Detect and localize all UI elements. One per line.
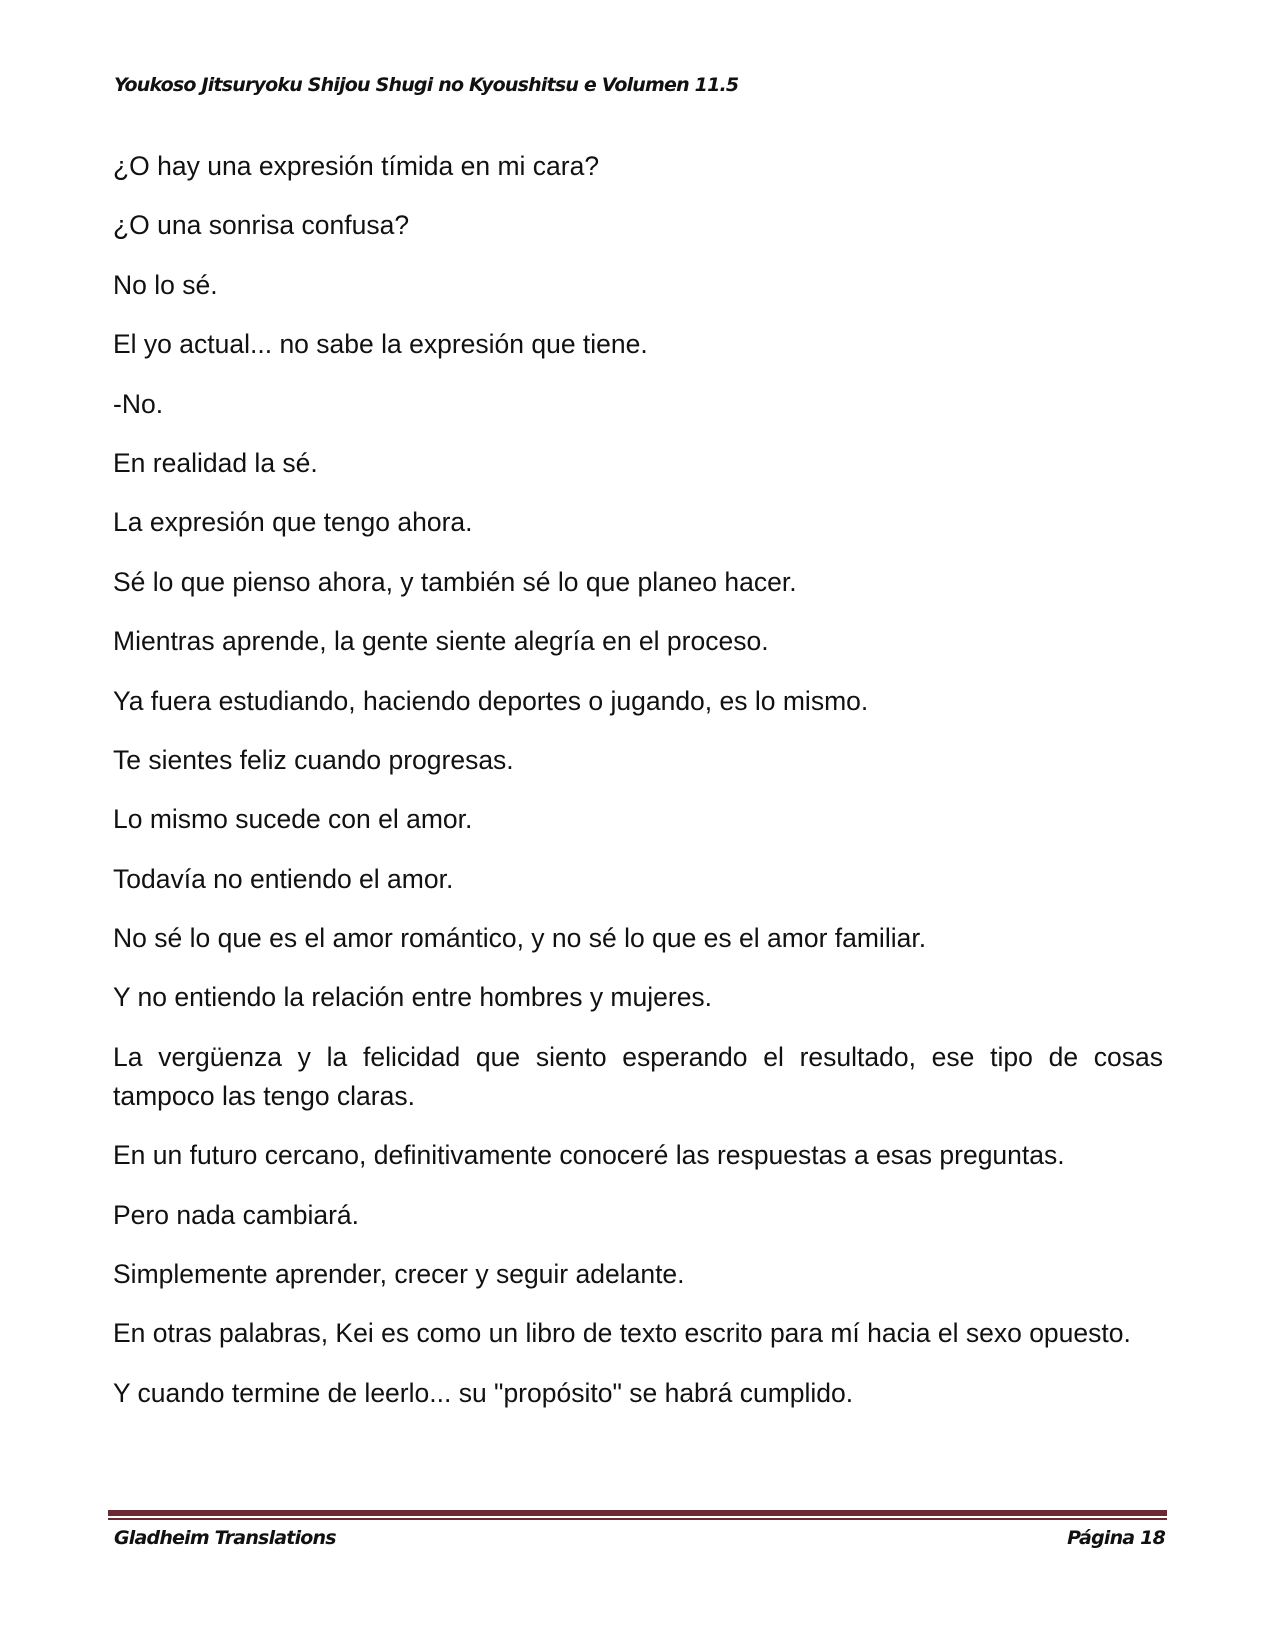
paragraph: Te sientes feliz cuando progresas. bbox=[113, 744, 514, 775]
paragraph: Sé lo que pienso ahora, y también sé lo que planeo hacer. bbox=[113, 566, 797, 597]
paragraph: Lo mismo sucede con el amor. bbox=[113, 804, 473, 835]
paragraph: Y no entiendo la relación entre hombres y mujeres. bbox=[113, 982, 713, 1013]
paragraph: La expresión que tengo ahora. bbox=[113, 507, 473, 538]
footer-page-number: Página 18 bbox=[1067, 1527, 1165, 1549]
running-header: Youkoso Jitsuryoku Shijou Shugi no Kyoushitsu e Volumen 11.5 bbox=[114, 74, 739, 96]
paragraph: ¿O una sonrisa confusa? bbox=[113, 210, 410, 241]
footer-rule bbox=[108, 1510, 1167, 1516]
paragraph: Mientras aprende, la gente siente alegría en el proceso. bbox=[113, 626, 769, 657]
paragraph: En realidad la sé. bbox=[113, 447, 318, 478]
paragraph: Pero nada cambiará. bbox=[113, 1199, 360, 1230]
paragraph: Y cuando termine de leerlo... su "propósito" se habrá cumplido. bbox=[113, 1377, 854, 1408]
paragraph: -No. bbox=[113, 388, 164, 419]
paragraph: En un futuro cercano, definitivamente conoceré las respuestas a esas preguntas. bbox=[113, 1140, 1065, 1171]
paragraph: No sé lo que es el amor romántico, y no sé lo que es el amor familiar. bbox=[113, 923, 927, 954]
paragraph: La vergüenza y la felicidad que siento esperando el resultado, ese tipo de cosas tampoco las tengo claras. bbox=[113, 1041, 1163, 1111]
page-body bbox=[113, 147, 1163, 1433]
paragraph: ¿O hay una expresión tímida en mi cara? bbox=[113, 151, 600, 181]
footer-translator: Gladheim Translations bbox=[114, 1527, 336, 1549]
paragraph: No lo sé. bbox=[113, 269, 218, 300]
footer-rule-thin bbox=[108, 1518, 1167, 1520]
paragraph: El yo actual... no sabe la expresión que tiene. bbox=[113, 329, 648, 360]
paragraph: En otras palabras, Kei es como un libro de texto escrito para mí hacia el sexo opuesto. bbox=[113, 1318, 1131, 1349]
paragraph: Ya fuera estudiando, haciendo deportes o jugando, es lo mismo. bbox=[113, 685, 869, 716]
paragraph: Simplemente aprender, crecer y seguir adelante. bbox=[113, 1259, 685, 1290]
paragraph: Todavía no entiendo el amor. bbox=[113, 863, 454, 894]
